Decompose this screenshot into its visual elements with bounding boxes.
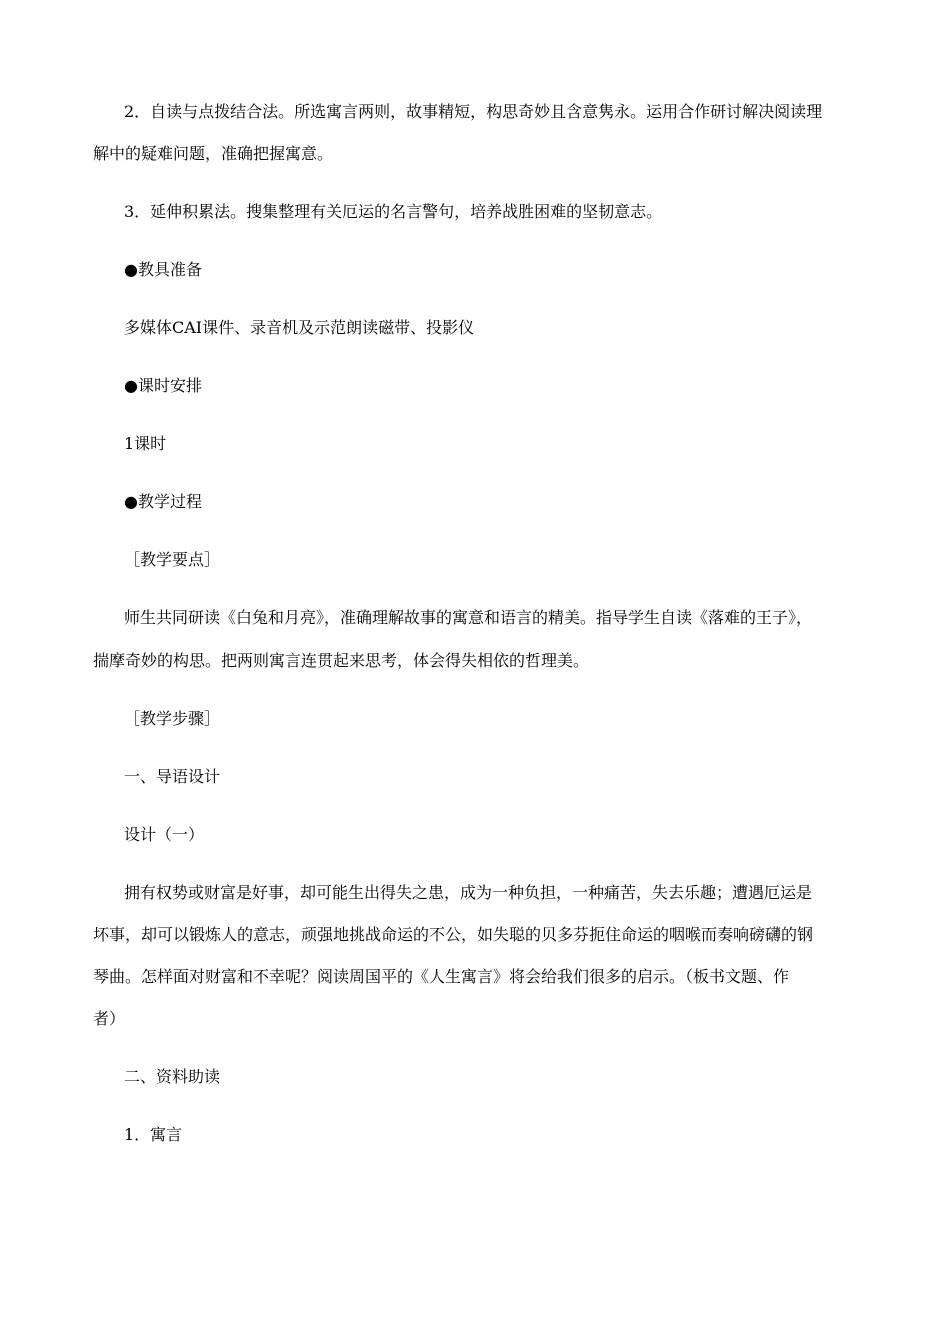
heading-teaching-points: ［教学要点］	[124, 550, 221, 569]
heading-class-schedule: ●课时安排	[124, 376, 202, 395]
heading-teaching-aids: ●教具准备	[124, 260, 202, 279]
subsection-fable: 1．寓言	[124, 1125, 183, 1144]
design-one-label: 设计（一）	[124, 825, 205, 844]
teaching-points-line-2: 揣摩奇妙的构思。把两则寓言连贯起来思考，体会得失相依的哲理美。	[93, 651, 590, 670]
heading-teaching-steps: ［教学步骤］	[124, 709, 221, 728]
intro-paragraph-line-4: 者）	[93, 1009, 126, 1028]
intro-paragraph-line-3: 琴曲。怎样面对财富和不幸呢？阅读周国平的《人生寓言》将会给我们很多的启示。（板书文题、作	[93, 967, 790, 986]
intro-paragraph-line-1: 拥有权势或财富是好事，却可能生出得失之患，成为一种负担，一种痛苦，失去乐趣；遭遇厄运是	[124, 883, 813, 902]
teaching-points-line-1: 师生共同研读《白兔和月亮》，准确理解故事的寓意和语言的精美。指导学生自读《落难的王子》，	[124, 608, 813, 627]
method-3-line: 3．延伸积累法。搜集整理有关厄运的名言警句，培养战胜困难的坚韧意志。	[124, 202, 663, 221]
method-2-line-1: 2．自读与点拨结合法。所选寓言两则，故事精短，构思奇妙且含意隽永。运用合作研讨解决阅读理	[124, 102, 823, 121]
section-intro-design: 一、导语设计	[124, 767, 221, 786]
section-reading-materials: 二、资料助读	[124, 1067, 221, 1086]
intro-paragraph-line-2: 坏事，却可以锻炼人的意志，顽强地挑战命运的不公，如失聪的贝多芬扼住命运的咽喉而奏响磅礴的钢	[93, 925, 814, 944]
class-schedule-text: 1课时	[124, 434, 167, 453]
method-2-line-2: 解中的疑难问题，准确把握寓意。	[93, 144, 334, 163]
heading-teaching-process: ●教学过程	[124, 492, 202, 511]
teaching-aids-text: 多媒体CAI课件、录音机及示范朗读磁带、投影仪	[124, 318, 475, 337]
